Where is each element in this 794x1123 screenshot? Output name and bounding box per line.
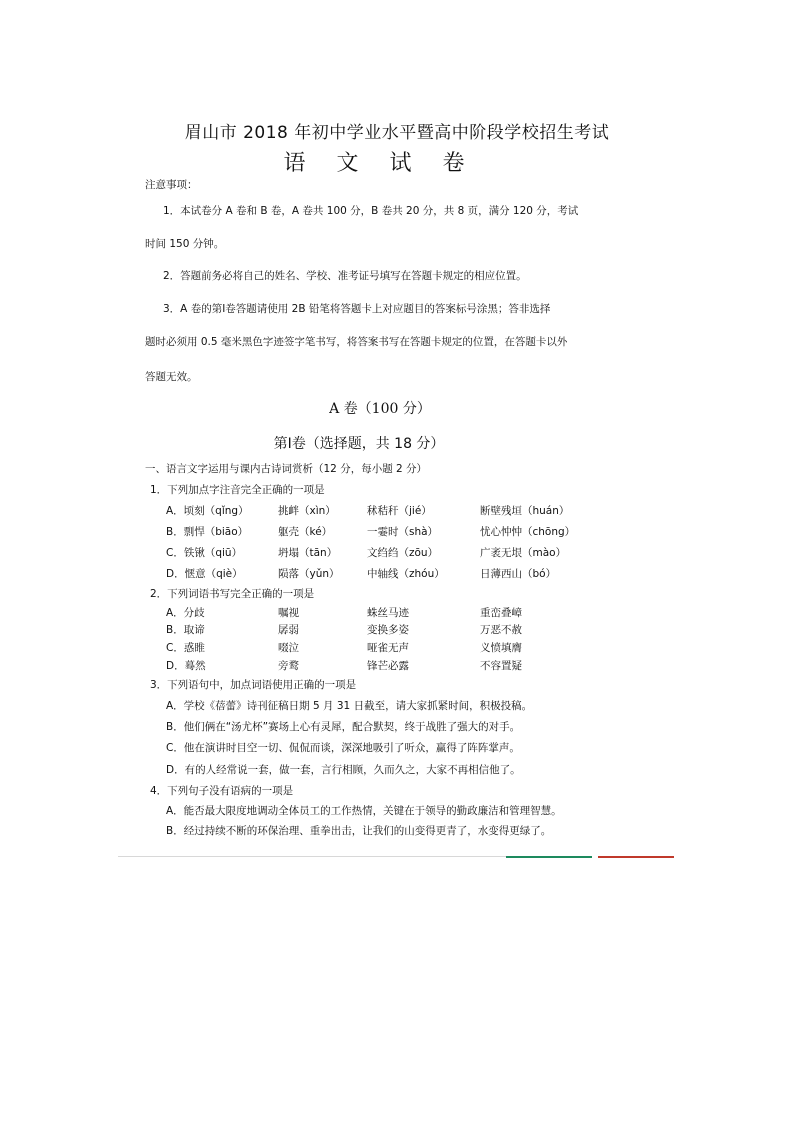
q1-option-c-word3: 文绉绉（zōu） [367, 547, 439, 559]
q1-option-c-word4: 广袤无垠（mào） [480, 547, 567, 559]
q1-option-b: B．剽悍（biāo） [166, 526, 249, 538]
notice-item-3-line-3: 答题无效。 [145, 371, 198, 383]
q2-option-a: A．分歧 [166, 607, 205, 619]
q1-option-d-word2: 陨落（yǔn） [278, 568, 340, 580]
page-bottom-rule-segment [498, 856, 506, 857]
q2-option-a-word2: 嘱视 [278, 607, 299, 619]
q2-option-d: D．蓦然 [166, 660, 206, 672]
notice-item-1-line-2: 时间 150 分钟。 [145, 238, 225, 250]
q1-option-d-word4: 日薄西山（bó） [480, 568, 557, 580]
q2-option-a-word4: 重峦叠嶂 [480, 607, 522, 619]
q2-option-d-word3: 锋芒必露 [367, 660, 409, 672]
q2-option-a-word3: 蛛丝马迹 [367, 607, 409, 619]
q3-option-d: D．有的人经常说一套，做一套，言行相顾，久而久之，大家不再相信他了。 [166, 764, 521, 776]
q1-stem: 1．下列加点字注音完全正确的一项是 [150, 484, 325, 496]
q3-option-a: A．学校《蓓蕾》诗刊征稿日期 5 月 31 日截至，请大家抓紧时间，积极投稿。 [166, 700, 533, 712]
notice-item-3-line-2: 题时必须用 0.5 毫米黑色字迹签字笔书写，将答案书写在答题卡规定的位置，在答题卡以外 [145, 336, 568, 348]
notice-item-3-line-1: 3．A 卷的第Ⅰ卷答题请使用 2B 铅笔将答题卡上对应题目的答案标号涂黑；答非选择 [163, 303, 551, 315]
q2-option-b-word2: 孱弱 [278, 624, 299, 636]
q2-option-c: C．惑睢 [166, 642, 205, 654]
q2-option-d-word4: 不容置疑 [480, 660, 522, 672]
q1-option-a-word2: 挑衅（xìn） [278, 505, 336, 517]
notice-item-1-line-1: 1．本试卷分 A 卷和 B 卷，A 卷共 100 分，B 卷共 20 分，共 8 页，满分 120 分，考试 [163, 205, 579, 217]
exam-subtitle: 语 文 试 卷 [283, 151, 477, 176]
q2-option-c-word4: 义愤填膺 [480, 642, 522, 654]
q4-stem: 4．下列句子没有语病的一项是 [150, 785, 294, 797]
q1-option-d: D．惬意（qiè） [166, 568, 243, 580]
green-rule-accent [506, 856, 592, 858]
q4-option-a: A．能否最大限度地调动全体员工的工作热情，关键在于领导的勤政廉洁和管理智慧。 [166, 805, 562, 817]
part-heading: 第Ⅰ卷（选择题，共 18 分） [273, 436, 445, 452]
q1-option-a-word3: 秫秸秆（jié） [367, 505, 432, 517]
q1-option-d-word3: 中轴线（zhóu） [367, 568, 445, 580]
q1-option-c: C．铁锹（qiū） [166, 547, 243, 559]
q1-option-b-word2: 躯壳（ké） [278, 526, 333, 538]
q2-option-b-word4: 万恶不赦 [480, 624, 522, 636]
group-heading: 一、语言文字运用与课内古诗词赏析（12 分，每小题 2 分） [145, 463, 428, 475]
notice-heading: 注意事项： [145, 179, 198, 191]
q3-option-b: B．他们俩在“汤尤杯”赛场上心有灵犀，配合默契，终于战胜了强大的对手。 [166, 721, 521, 733]
notice-item-2: 2．答题前务必将自己的姓名、学校、准考证号填写在答题卡规定的相应位置。 [163, 270, 527, 282]
volume-heading: A 卷（100 分） [329, 401, 431, 417]
q2-option-c-word3: 哑雀无声 [367, 642, 409, 654]
page-bottom-rule [118, 856, 498, 857]
q2-option-b: B．取谛 [166, 624, 205, 636]
q1-option-b-word4: 忧心忡忡（chōng） [480, 526, 576, 538]
red-rule-accent [598, 856, 674, 858]
q3-option-c: C．他在演讲时目空一切、侃侃而谈，深深地吸引了听众，赢得了阵阵掌声。 [166, 742, 520, 754]
q2-stem: 2．下列词语书写完全正确的一项是 [150, 588, 315, 600]
q1-option-c-word2: 坍塌（tān） [278, 547, 338, 559]
q1-option-b-word3: 一霎时（shà） [367, 526, 439, 538]
q1-option-a: A．顷刻（qǐng） [166, 505, 249, 517]
exam-title: 眉山市 2018 年初中学业水平暨高中阶段学校招生考试 [184, 123, 610, 143]
q1-option-a-word4: 断壁残垣（huán） [480, 505, 570, 517]
q3-stem: 3．下列语句中，加点词语使用正确的一项是 [150, 679, 357, 691]
q4-option-b: B．经过持续不断的环保治理、重拳出击，让我们的山变得更青了，水变得更绿了。 [166, 825, 552, 837]
q2-option-c-word2: 啜泣 [278, 642, 299, 654]
q2-option-b-word3: 变换多姿 [367, 624, 409, 636]
q2-option-d-word2: 旁鹜 [278, 660, 299, 672]
